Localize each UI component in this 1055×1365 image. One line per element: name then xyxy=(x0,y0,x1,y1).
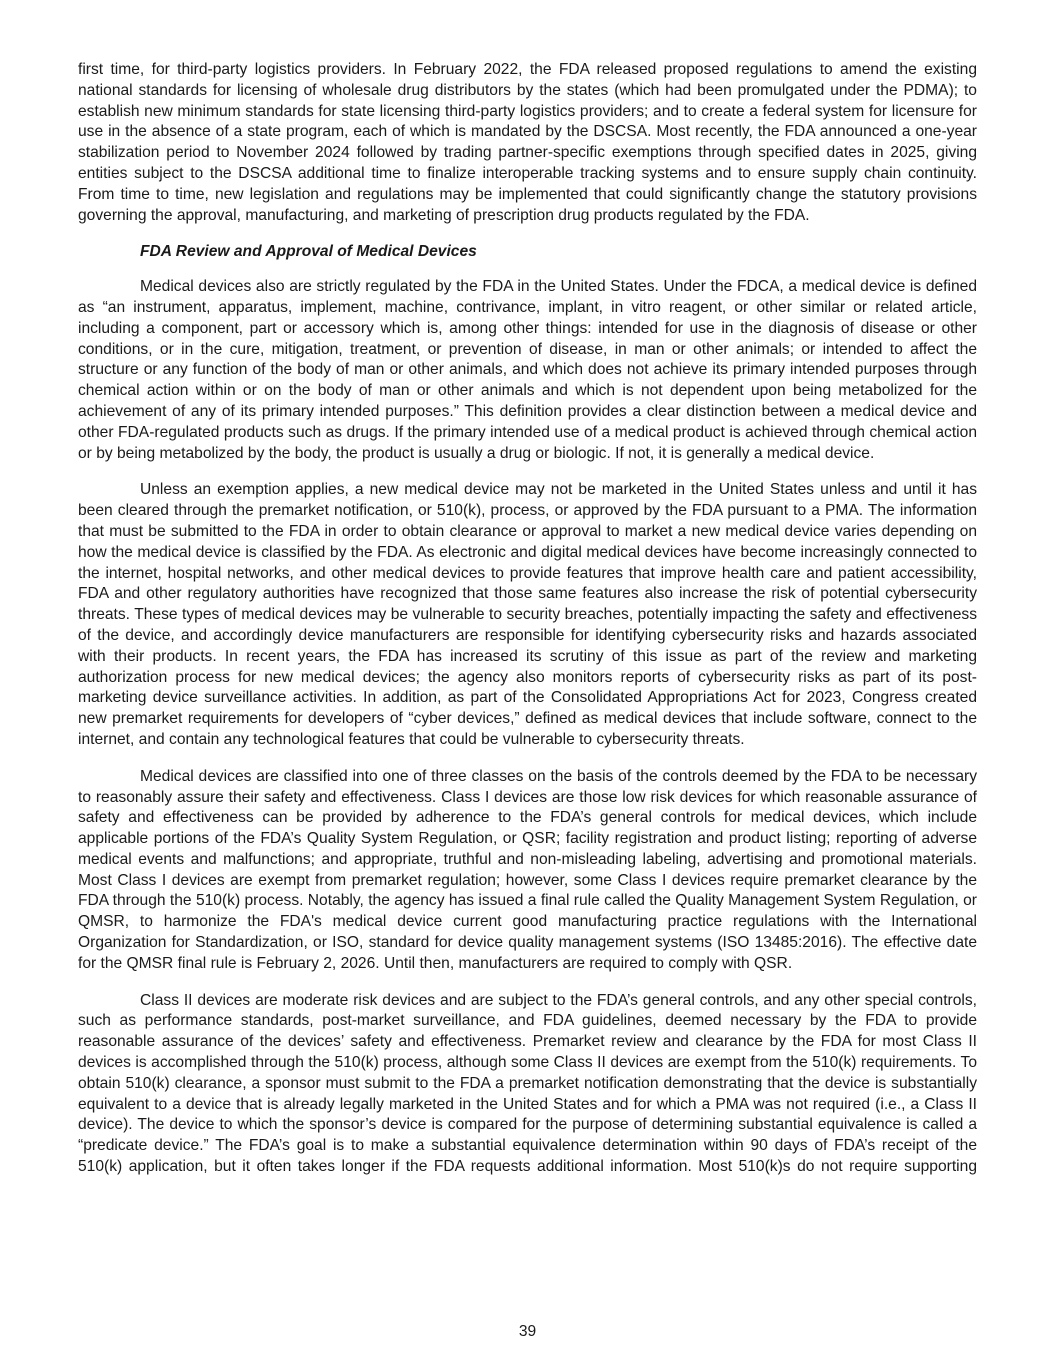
page-number: 39 xyxy=(518,1323,537,1340)
paragraph-continuation: first time, for third-party logistics providers. In February 2022, the FDA released proposed regulations to amend the existing national standards for licensing of wholesale drug distributors by the states (which had been promulgated under the PDMA); to establish new minimum standards for state licensing third-party logistics providers; and to create a federal system for licensure for use in the absence of a state program, each of which is mandated by the DSCSA. Most recently, the FDA announced a one-year stabilization period to November 2024 followed by trading partner-specific exemptions through specified dates in 2025, giving entities subject to the DSCSA additional time to finalize interoperable tracking systems and to ensure supply chain continuity. From time to time, new legislation and regulations may be implemented that could significantly change the statutory provisions governing the approval, manufacturing, and marketing of prescription drug products regulated by the FDA. xyxy=(78,61,977,224)
paragraph-clearance-cybersecurity: Unless an exemption applies, a new medical device may not be marketed in the United States unless and until it has been cleared through the premarket notification, or 510(k), process, or approved by the FDA pursuant to a PMA. The information that must be submitted to the FDA in order to obtain clearance or approval to market a new medical device varies depending on how the medical device is classified by the FDA. As electronic and digital medical devices have become increasingly connected to the internet, hospital networks, and other medical devices to provide features that improve health care and patient accessibility, FDA and other regulatory authorities have recognized that those same features also increase the risk of potential cybersecurity threats. These types of medical devices may be vulnerable to security breaches, potentially impacting the safety and effectiveness of the device, and accordingly device manufacturers are responsible for identifying cybersecurity risks and hazards associated with their products. In recent years, the FDA has increased its scrutiny of this issue as part of the review and marketing authorization process for new medical devices; the agency also monitors reports of cybersecurity risks as part of its post-marketing device surveillance activities. In addition, as part of the Consolidated Appropriations Act for 2023, Congress created new premarket requirements for developers of “cyber devices,” defined as medical devices that include software, connect to the internet, and contain any technological features that could be vulnerable to cybersecurity threats. xyxy=(78,481,977,748)
paragraph-class-ii: Class II devices are moderate risk devices and are subject to the FDA’s general controls, and any other special controls, such as performance standards, post-market surveillance, and FDA guidelines, deemed necessary by the FDA to provide reasonable assurance of the devices’ safety and effectiveness. Premarket review and clearance by the FDA for most Class II devices is accomplished through the 510(k) process, although some Class II devices are exempt from the 510(k) requirements. To obtain 510(k) clearance, a sponsor must submit to the FDA a premarket notification demonstrating that the device is substantially equivalent to a device that is already legally marketed in the United States and for which a PMA was not required (i.e., a Class II device). The device to which the sponsor’s device is compared for the purpose of determining substantial equivalence is called a “predicate device.” The FDA’s goal is to make a substantial equivalence determination within 90 days of FDA’s receipt of the 510(k) application, but it often takes longer if the FDA requests additional information. Most 510(k)s do not require supporting xyxy=(78,991,977,1176)
document-page xyxy=(78,60,977,1194)
paragraph-device-definition: Medical devices also are strictly regulated by the FDA in the United States. Under the FDCA, a medical device is defined as “an instrument, apparatus, implement, machine, contrivance, implant, in vitro reagent, or other similar or related article, including a component, part or accessory which is, among other things: intended for use in the diagnosis of disease or other conditions, or in the cure, mitigation, treatment, or prevention of disease, in man or other animals; or intended to affect the structure or any function of the body of man or other animals, and which does not achieve its primary intended purposes through chemical action within or on the body of man or other animals and which is not dependent upon being metabolized for the achievement of any of its primary intended purposes.” This definition provides a clear distinction between a medical device and other FDA-regulated products such as drugs. If the primary intended use of a medical product is achieved through chemical action or by being metabolized by the body, the product is usually a drug or biologic. If not, it is generally a medical device. xyxy=(78,278,977,462)
paragraph-device-classes: Medical devices are classified into one of three classes on the basis of the controls deemed by the FDA to be necessary to reasonably assure their safety and effectiveness. Class I devices are those low risk devices for which reasonable assurance of safety and effectiveness can be provided by adherence to the FDA’s general controls for medical devices, which include applicable portions of the FDA’s Quality System Regulation, or QSR; facility registration and product listing; reporting of adverse medical events and malfunctions; and appropriate, truthful and non-misleading labeling, advertising and promotional materials. Most Class I devices are exempt from premarket regulation; however, some Class I devices require premarket clearance by the FDA through the 510(k) process. Notably, the agency has issued a final rule called the Quality Management System Regulation, or QMSR, to harmonize the FDA's medical device current good manufacturing practice regulations with the International Organization for Standardization, or ISO, standard for device quality management systems (ISO 13485:2016). The effective date for the QMSR final rule is February 2, 2026. Until then, manufacturers are required to comply with QSR. xyxy=(78,767,977,972)
section-heading: FDA Review and Approval of Medical Devices xyxy=(140,243,477,261)
